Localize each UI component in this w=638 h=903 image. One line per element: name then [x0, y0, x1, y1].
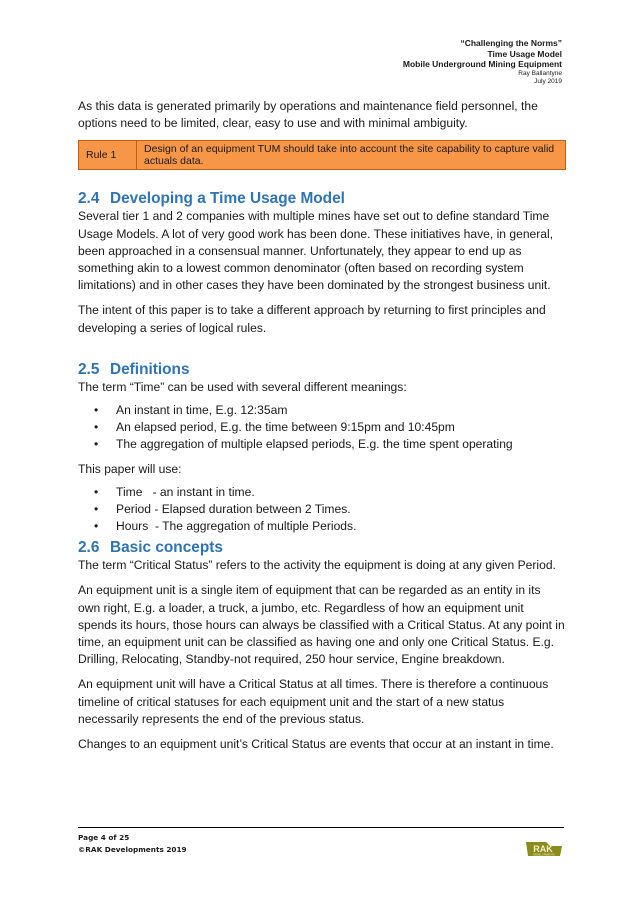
list-item: • An elapsed period, E.g. the time between 9:15pm and 10:45pm	[94, 420, 455, 435]
page-header	[403, 38, 562, 87]
bullet-icon: •	[94, 403, 99, 418]
page-number: Page 4 of 25	[78, 833, 130, 842]
bullet-icon: •	[94, 485, 99, 500]
list-item: • Hours - The aggregation of multiple Periods.	[94, 519, 357, 534]
section-title: Basic concepts	[110, 539, 223, 557]
header-title: Time Usage Model	[487, 48, 562, 59]
intro-paragraph: As this data is generated primarily by operations and maintenance field personnel, the options need to be limited, clear, easy to use and with minimal ambiguity.	[78, 99, 538, 131]
paragraph: The term “Critical Status” refers to the activity the equipment is doing at any given Period.	[78, 558, 556, 573]
paragraph: An equipment unit is a single item of equipment that can be regarded as an entity in its own right, E.g. a loader, a truck, a jumbo, etc. Regardless of how an equipment unit spends its hours, those hours can always be classified with a Critical Status. At any point in time, an equipment unit can be classified as having one and only one Critical Status. E.g. Drilling, Relocating, Standby-not required, 250 hour service, Engine breakdown.	[78, 583, 565, 667]
list-item: • Period - Elapsed duration between 2 Times.	[94, 502, 351, 517]
paragraph: An equipment unit will have a Critical Status at all times. There is therefore a continuous timeline of critical statuses for each equipment unit and the start of a new status necessarily represents the end of the previous status.	[78, 677, 549, 726]
rule-text: Design of an equipment TUM should take into account the site capability to capture valid actuals data.	[144, 143, 555, 168]
section-number: 2.4	[78, 190, 100, 208]
bullet-icon: •	[94, 519, 99, 534]
bullet-icon: •	[94, 420, 99, 435]
bullet-icon: •	[94, 502, 99, 517]
copyright: ©RAK Developments 2019	[78, 845, 187, 854]
paragraph: Several tier 1 and 2 companies with multiple mines have set out to define standard Time Usage Models. A lot of very good work has been done. These initiatives have, in general, been approached in a consensual manner. Unfortunately, they appear to end up as something akin to a lowest common denominator (often based on recording system limitations) and in other cases they have been dominated by the strongest business unit.	[78, 209, 554, 293]
paragraph: This paper will use:	[78, 462, 182, 477]
section-heading-2-5	[78, 361, 566, 379]
paragraph: The term “Time” can be used with several different meanings:	[78, 379, 407, 394]
header-subtitle: Mobile Underground Mining Equipment	[402, 59, 562, 69]
rule-id: Rule 1	[79, 141, 137, 169]
section-title: Definitions	[110, 360, 190, 378]
document-body	[78, 98, 566, 761]
rak-logo	[524, 840, 564, 858]
bullet-list	[78, 484, 566, 535]
paragraph: The intent of this paper is to take a different approach by returning to first principles and developing a series of logical rules.	[78, 303, 546, 335]
svg-text:DEVELOPMENTS: DEVELOPMENTS	[533, 853, 555, 857]
header-author: Ray Ballantyne	[518, 69, 562, 77]
paragraph: Changes to an equipment unit’s Critical Status are events that occur at an instant in time.	[78, 737, 554, 752]
bullet-list	[78, 402, 566, 453]
bullet-icon: •	[94, 437, 99, 452]
section-number: 2.5	[78, 360, 100, 378]
header-date: July 2019	[534, 78, 562, 85]
section-heading-2-4	[78, 190, 566, 208]
list-item: • The aggregation of multiple elapsed periods, E.g. the time spent operating	[94, 437, 513, 452]
svg-text:RAK: RAK	[533, 844, 553, 854]
list-item: • An instant in time, E.g. 12:35am	[94, 403, 288, 418]
section-heading-2-6	[78, 539, 566, 557]
section-title: Developing a Time Usage Model	[110, 190, 345, 208]
page-footer	[78, 832, 187, 856]
header-tagline: “Challenging the Norms”	[460, 38, 562, 48]
rule-box	[78, 140, 566, 170]
footer-divider	[78, 827, 564, 828]
list-item: • Time - an instant in time.	[94, 485, 255, 500]
section-number: 2.6	[78, 539, 100, 557]
